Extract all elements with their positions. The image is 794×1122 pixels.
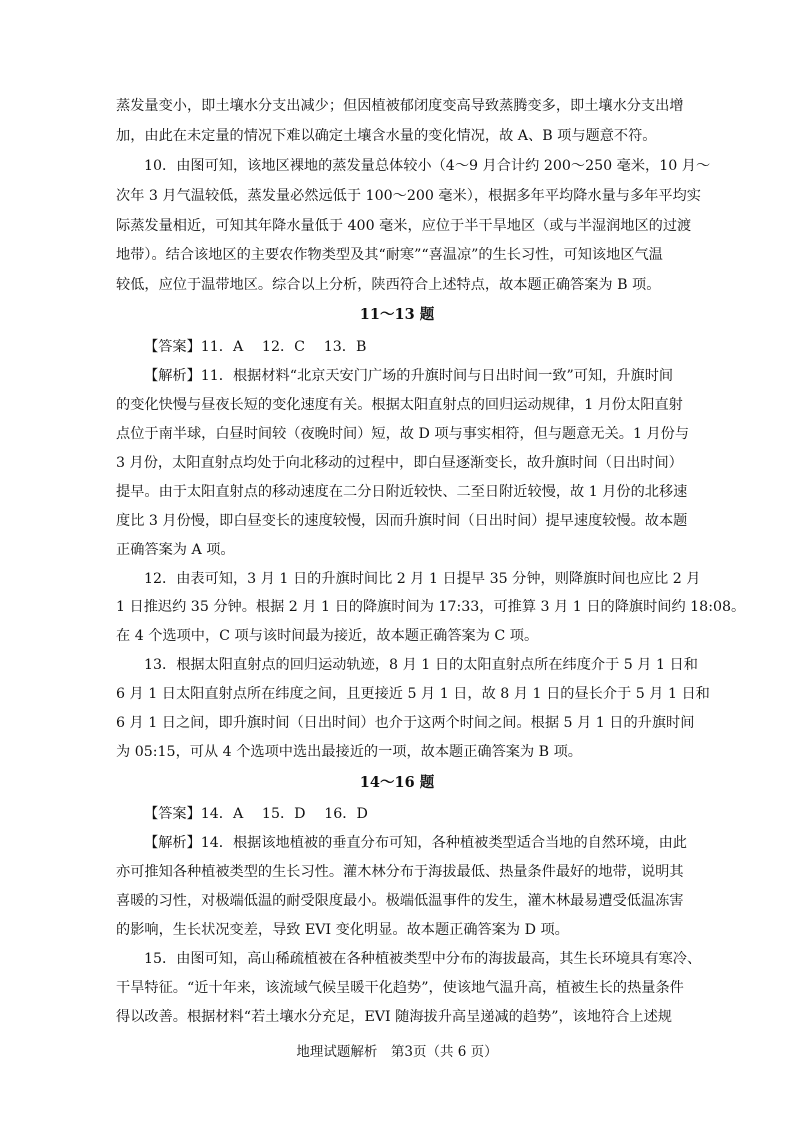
- q15-line: 15．由图可知，高山稀疏植被在各种植被类型中分布的海拔最高，其生长环境具有寒冷、: [144, 951, 702, 967]
- page-footer: 地理试题解析 第3页（共 6 页）: [296, 1044, 498, 1060]
- q15-line: 得以改善。根据材料“若土壤水分充足，EVI 随海拔升高呈递减的趋势”，该地符合上述规: [116, 1009, 672, 1025]
- q14-line: 【解析】14．根据该地植被的垂直分布可知，各种植被类型适合当地的自然环境，由此: [144, 835, 687, 851]
- q13-line: 为 05:15，可从 4 个选项中选出最接近的一项，故本题正确答案为 B 项。: [116, 744, 582, 760]
- q11-line: 的变化快慢与昼夜长短的变化速度有关。根据太阳直射点的回归运动规律，1 月份太阳直射: [116, 397, 683, 413]
- q14-line: 亦可推知各种植被类型的生长习性。灌木林分布于海拔最低、热量条件最好的地带，说明其: [116, 864, 684, 880]
- q10-line: 次年 3 月气温较低，蒸发量必然远低于 100～200 毫米），根据多年平均降水量与多年平均实: [116, 188, 701, 204]
- q10-line: 地带）。结合该地区的主要农作物类型及其“耐寒”“喜温凉”的生长习性，可知该地区气温: [116, 247, 663, 263]
- q11-line: 正确答案为 A 项。: [116, 542, 235, 558]
- intro-line: 蒸发量变小，即土壤水分支出减少；但因植被郁闭度变高导致蒸腾变多，即土壤水分支出增: [116, 98, 684, 114]
- answer-line-11-13: 【答案】11．A 12．C 13．B: [144, 339, 367, 355]
- q13-line: 6 月 1 日之间，即升旗时间（日出时间）也介于这两个时间之间。根据 5 月 1 日的升旗时间: [116, 715, 695, 731]
- q10-line: 10．由图可知，该地区裸地的蒸发量总体较小（4～9 月合计约 200～250 毫米，10 月～: [144, 158, 711, 174]
- q11-line: 点位于南半球，白昼时间较（夜晚时间）短，故 D 项与事实相符，但与题意无关。1 月份与: [116, 426, 690, 442]
- q13-line: 13．根据太阳直射点的回归运动轨迹，8 月 1 日的太阳直射点所在纬度介于 5 月 1 日和: [144, 657, 698, 673]
- q12-line: 在 4 个选项中，C 项与该时间最为接近，故本题正确答案为 C 项。: [116, 628, 539, 644]
- q15-line: 干旱特征。“近十年来，该流域气候呈暖干化趋势”，使该地气温升高，植被生长的热量条件: [116, 980, 684, 996]
- q12-line: 1 日推迟约 35 分钟。根据 2 月 1 日的降旗时间为 17:33，可推算 3 月 1 日的降旗时间约 18:08。: [116, 599, 746, 615]
- q11-line: 【解析】11．根据材料“北京天安门广场的升旗时间与日出时间一致”可知，升旗时间: [144, 368, 674, 384]
- q11-line: 3 月份，太阳直射点均处于向北移动的过程中，即白昼逐渐变长，故升旗时间（日出时间）: [116, 455, 683, 471]
- section-heading-11-13: 11～13 题: [359, 306, 435, 323]
- intro-line: 加，由此在未定量的情况下难以确定土壤含水量的变化情况，故 A、B 项与题意不符。: [116, 128, 657, 144]
- q11-line: 提早。由于太阳直射点的移动速度在二分日附近较快、二至日附近较慢，故 1 月份的北移速: [116, 484, 688, 500]
- q10-line: 际蒸发量相近，可知其年降水量低于 400 毫米，应位于半干旱地区（或与半湿润地区的过渡: [116, 218, 692, 234]
- q13-line: 6 月 1 日太阳直射点所在纬度之间，且更接近 5 月 1 日，故 8 月 1 日的昼长介于 5 月 1 日和: [116, 686, 710, 702]
- q11-line: 度比 3 月份慢，即白昼变长的速度较慢，因而升旗时间（日出时间）提早速度较慢。故本题: [116, 513, 688, 529]
- answer-line-14-16: 【答案】14．A 15．D 16．D: [144, 806, 368, 822]
- q10-line: 较低，应位于温带地区。综合以上分析，陕西符合上述特点，故本题正确答案为 B 项。: [116, 277, 661, 293]
- q14-line: 的影响，生长状况变差，导致 EVI 变化明显。故本题正确答案为 D 项。: [116, 922, 569, 938]
- q12-line: 12．由表可知，3 月 1 日的升旗时间比 2 月 1 日提早 35 分钟，则降旗时间也应比 2 月: [144, 571, 701, 587]
- q14-line: 喜暖的习性，对极端低温的耐受限度最小。极端低温事件的发生，灌木林最易遭受低温冻害: [116, 893, 684, 909]
- section-heading-14-16: 14～16 题: [359, 774, 435, 791]
